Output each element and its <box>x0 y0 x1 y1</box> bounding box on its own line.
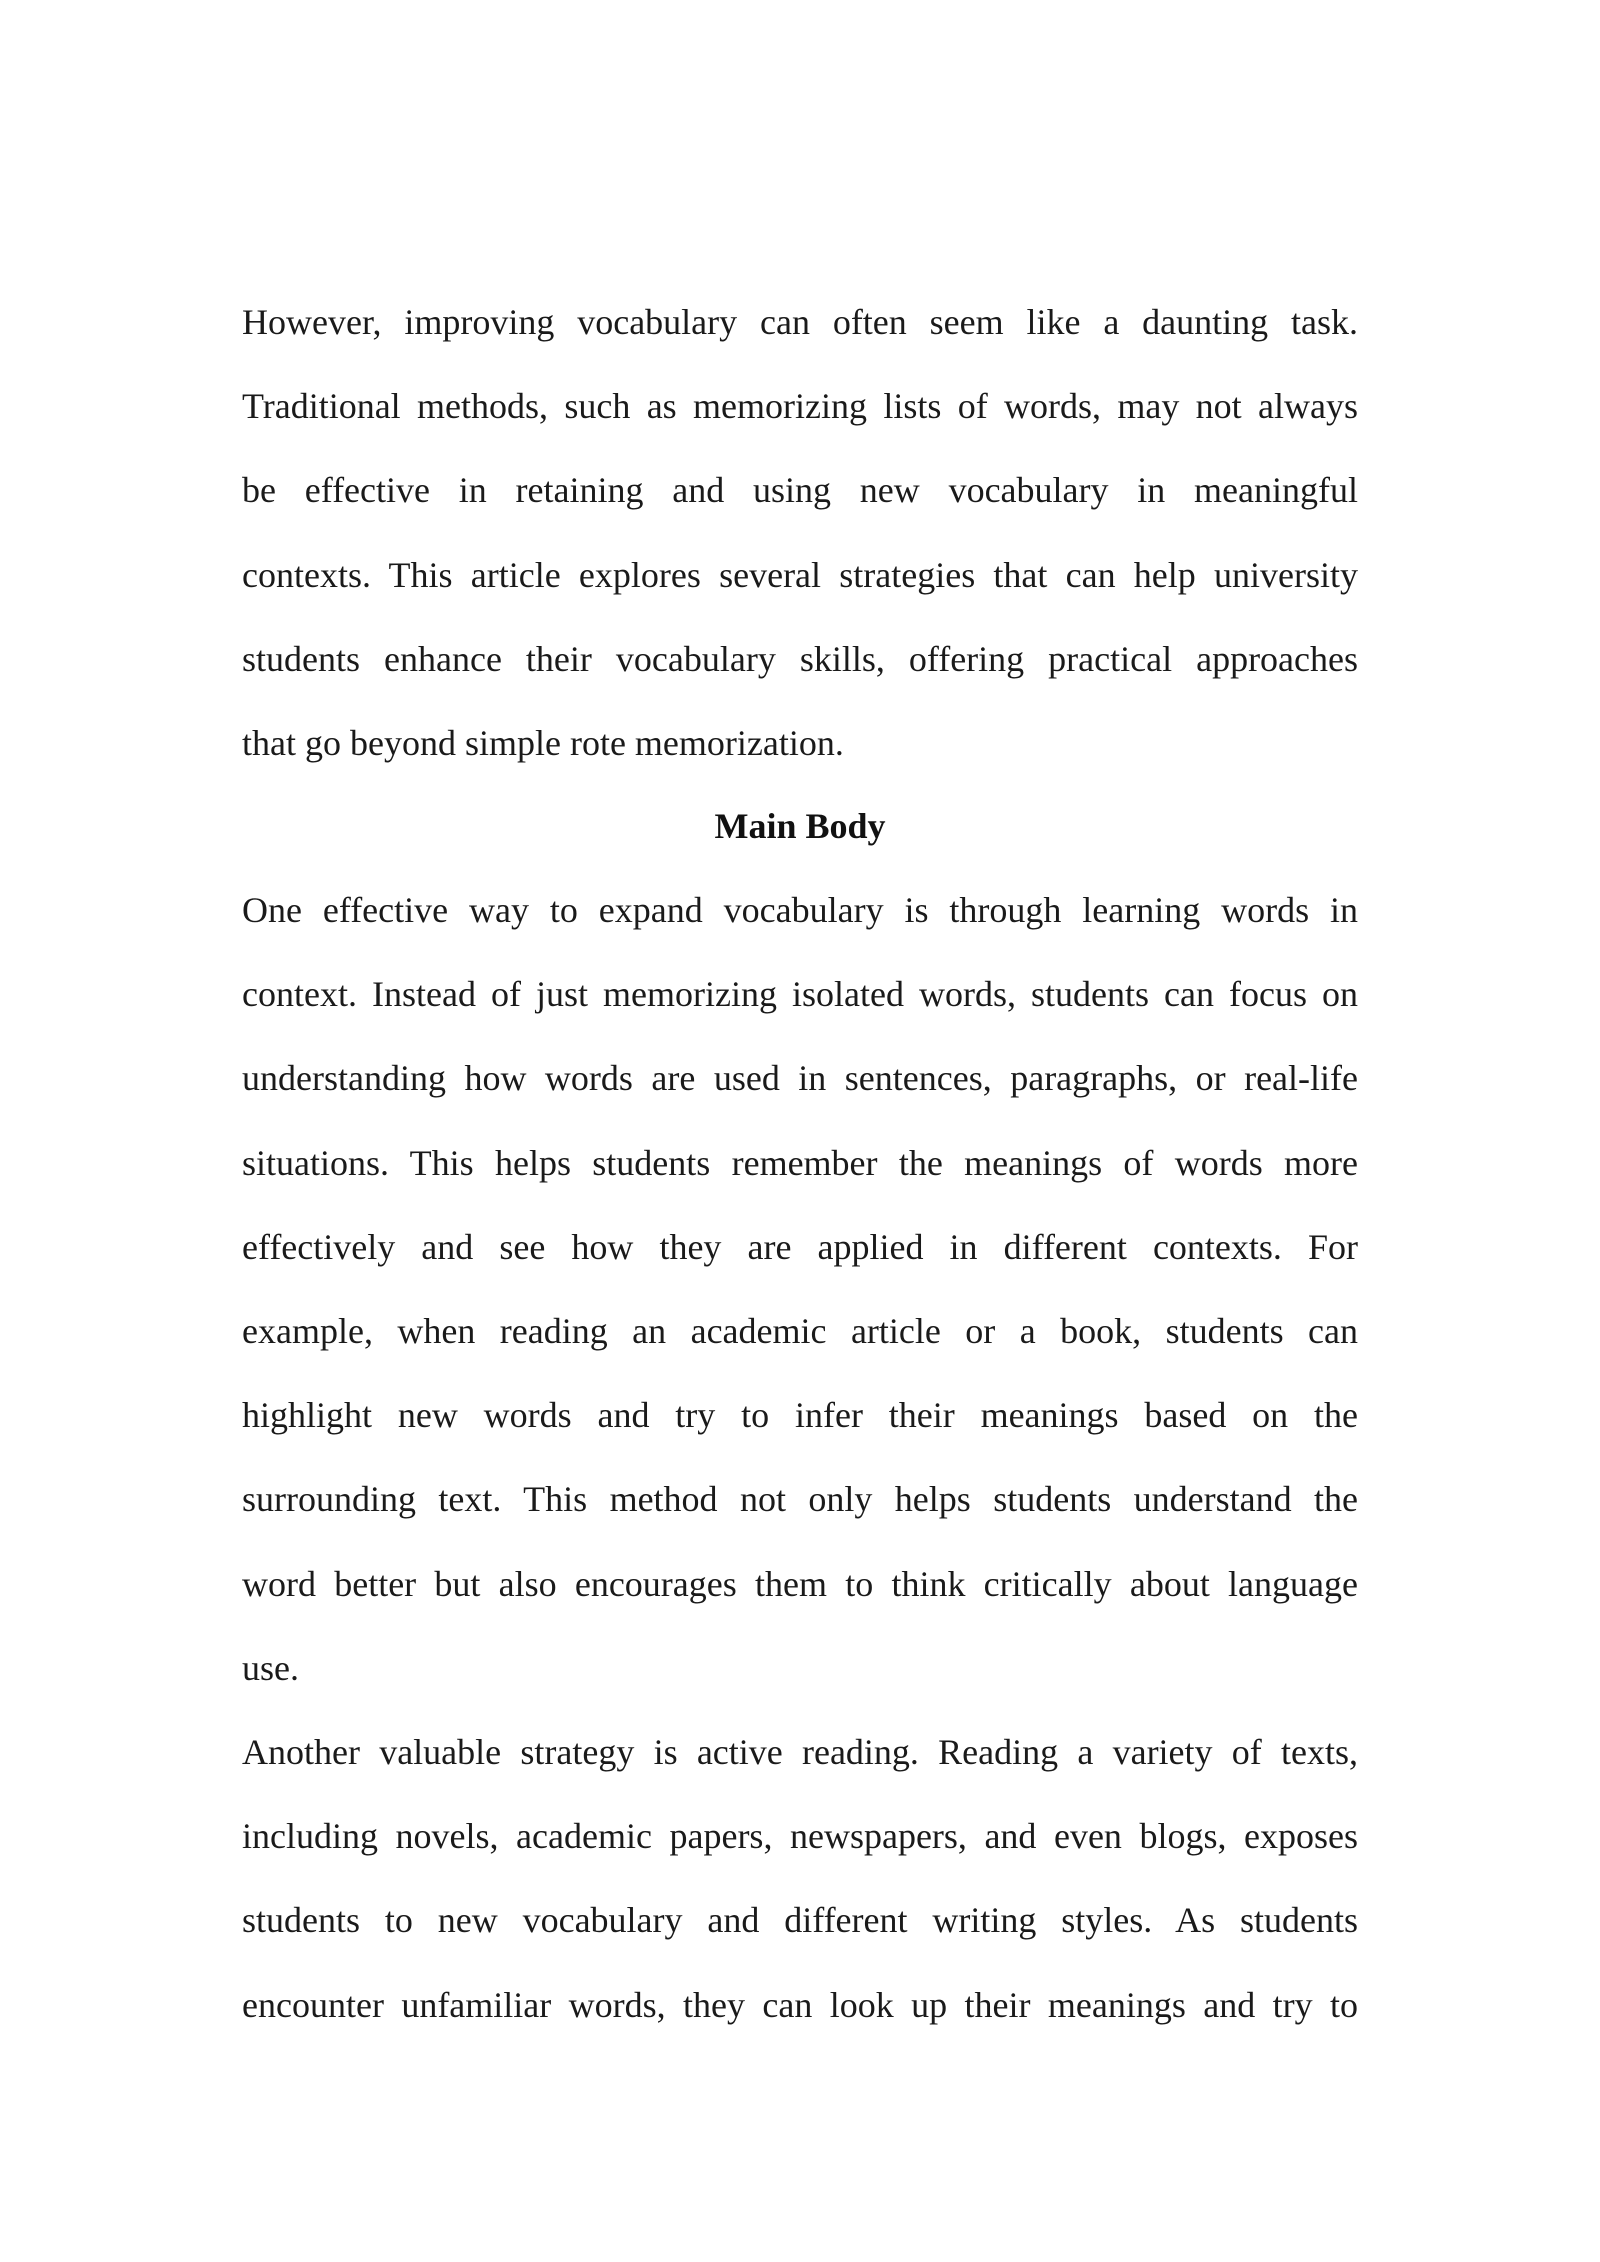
text-line: that go beyond simple rote memorization. <box>242 723 844 764</box>
text-line: including novels, academic papers, newspapers, and even blogs, exposes <box>242 1816 1358 1857</box>
text-line: context. Instead of just memorizing isolated words, students can focus on <box>242 974 1358 1015</box>
text-line: students to new vocabulary and different writing styles. As students <box>242 1900 1358 1941</box>
text-line: students enhance their vocabulary skills, offering practical approaches <box>242 638 1358 679</box>
text-line: surrounding text. This method not only helps students understand the <box>242 1479 1358 1520</box>
text-line: One effective way to expand vocabulary is through learning words in <box>242 890 1358 930</box>
text-line: word better but also encourages them to think critically about language <box>242 1563 1358 1604</box>
text-line: encounter unfamiliar words, they can look up their meanings and try to <box>242 1984 1358 2025</box>
text-line: example, when reading an academic article or a book, students can <box>242 1311 1358 1352</box>
text-line: Traditional methods, such as memorizing lists of words, may not always <box>242 386 1358 427</box>
text-line: use. <box>242 1647 299 1688</box>
context-paragraph <box>242 868 1358 1710</box>
text-line: effectively and see how they are applied in different contexts. For <box>242 1226 1358 1267</box>
text-line: However, improving vocabulary can often seem like a daunting task. <box>242 302 1358 342</box>
section-heading: Main Body <box>714 806 886 846</box>
intro-paragraph <box>242 280 1358 785</box>
text-line: be effective in retaining and using new vocabulary in meaningful <box>242 470 1358 511</box>
text-line: understanding how words are used in sentences, paragraphs, or real-life <box>242 1058 1358 1099</box>
text-line: Another valuable strategy is active reading. Reading a variety of texts, <box>242 1732 1358 1772</box>
text-line: contexts. This article explores several strategies that can help university <box>242 554 1358 595</box>
text-line: situations. This helps students remember the meanings of words more <box>242 1142 1358 1183</box>
text-line: highlight new words and try to infer their meanings based on the <box>242 1395 1358 1436</box>
active-reading-paragraph <box>242 1710 1358 2047</box>
